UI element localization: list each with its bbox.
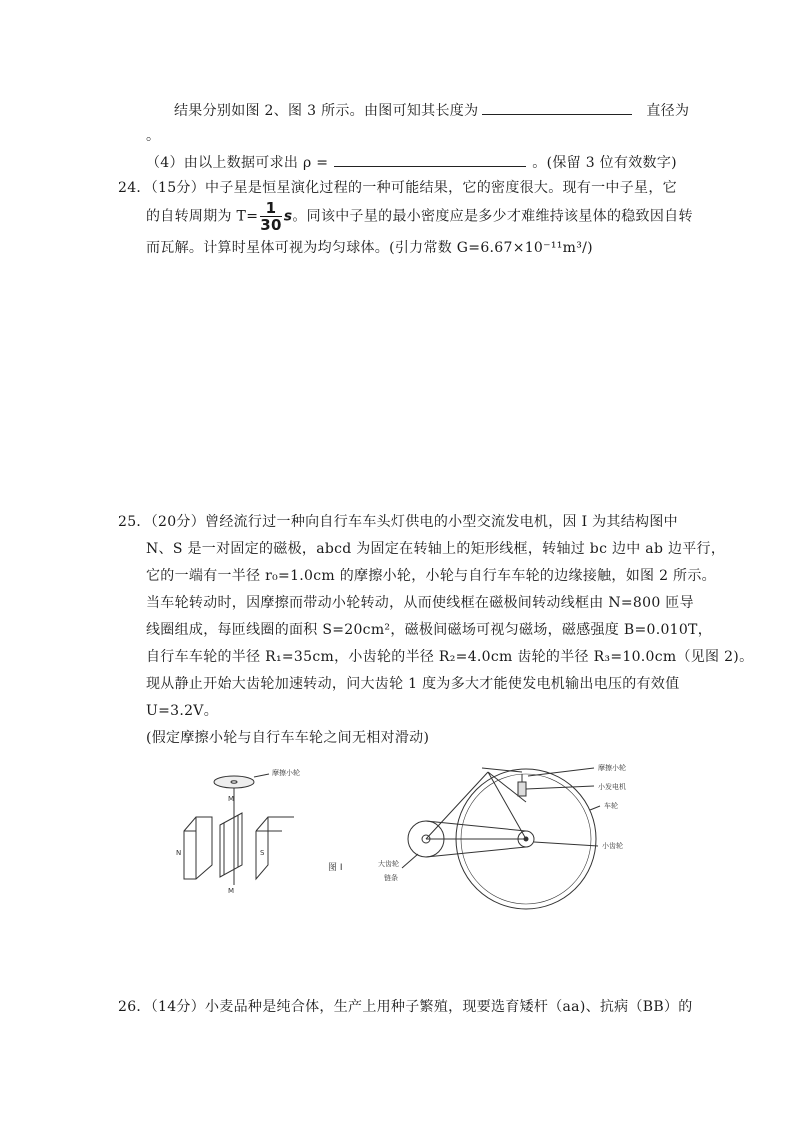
q25-line7: 现从静止开始大齿轮加速转动，问大齿轮 1 度为多大才能使发电机输出电压的有效值 bbox=[146, 676, 680, 692]
generator-structure-figure bbox=[176, 765, 304, 895]
q25-line9: (假定摩擦小轮与自行车车轮之间无相对滑动) bbox=[146, 730, 430, 746]
q24-line1-text: （15分）中子星是恒星演化过程的一种可能结果，它的密度很大。现有一中子星，它 bbox=[150, 180, 677, 196]
bicycle-figure bbox=[322, 762, 682, 912]
fig1-pole-s-label: S bbox=[260, 849, 265, 857]
fraction-denominator: 30 bbox=[260, 216, 282, 234]
q25-line6: 自行车车轮的半径 R₁=35cm，小齿轮的半径 R₂=4.0cm 齿轮的半径 R₃=10.0cm（见图 2)。 bbox=[146, 649, 754, 665]
q23-part4 bbox=[146, 152, 677, 173]
q24-line3: 而瓦解。计算时星体可视为均匀球体。(引力常数 G=6.67×10⁻¹¹m³/) bbox=[146, 240, 593, 256]
q24-line2 bbox=[146, 200, 693, 233]
small-generator bbox=[518, 782, 526, 796]
q23-line2: 。 bbox=[146, 128, 161, 144]
q25-line4: 当车轮转动时，因摩擦而带动小轮转动，从而使线框在磁极间转动线框由 N=800 匝导 bbox=[146, 595, 694, 611]
fig1-pole-n-label: N bbox=[176, 849, 182, 857]
fig2-caption: 图 I bbox=[328, 863, 343, 873]
friction-wheel-disc bbox=[214, 776, 254, 788]
q24-number: 24． bbox=[118, 180, 151, 196]
q23-line1-after: 直径为 bbox=[646, 103, 690, 119]
fraction-unit: s bbox=[283, 208, 293, 225]
q25-line3: 它的一端有一半径 r₀=1.0cm 的摩擦小轮，小轮与自行车车轮的边缘接触，如图 2 所示。 bbox=[146, 568, 716, 584]
fig2-small-gear-label: 小齿轮 bbox=[602, 842, 623, 850]
length-answer-blank[interactable] bbox=[482, 100, 632, 115]
q23-line1-text: 结果分别如图 2、图 3 所示。由图可知其长度为 bbox=[174, 103, 479, 119]
fig2-big-gear-label: 大齿轮 bbox=[378, 860, 399, 868]
q24-line1 bbox=[118, 178, 677, 198]
fig2-chain-label: 链条 bbox=[384, 874, 398, 882]
q26-line1 bbox=[118, 997, 693, 1017]
magnet-pole-s bbox=[256, 817, 294, 879]
fig1-axis-bottom-label: M bbox=[228, 887, 235, 895]
q25-line2: N、S 是一对固定的磁极，abcd 为固定在转轴上的矩形线框，转轴过 bc 边中 ab 边平行， bbox=[146, 541, 726, 557]
rho-answer-blank[interactable] bbox=[334, 152, 526, 167]
fig2-generator-label: 小发电机 bbox=[598, 783, 626, 791]
q26-number: 26． bbox=[118, 999, 151, 1015]
q26-line1-text: （14分）小麦品种是纯合体，生产上用种子繁殖，现要选育矮杆（aa)、抗病（BB）的 bbox=[150, 999, 693, 1015]
q23-line1 bbox=[174, 100, 689, 121]
q25-line1 bbox=[118, 512, 678, 532]
q23-part4-prefix: （4）由以上数据可求出 ρ = bbox=[146, 155, 329, 171]
fraction-numerator: 1 bbox=[260, 200, 281, 217]
q24-line2-prefix: 的自转周期为 T= bbox=[146, 208, 259, 225]
fig2-friction-wheel-label: 摩擦小轮 bbox=[598, 764, 626, 772]
q24-line2-suffix: 。同该中子星的最小密度应是多少才难维持该星体的稳致因自转 bbox=[292, 208, 693, 225]
q25-line1-text: （20分）曾经流行过一种向自行车车头灯供电的小型交流发电机，因 I 为其结构图中 bbox=[150, 514, 678, 530]
fig1-top-label: 摩擦小轮 bbox=[272, 769, 300, 777]
q25-line8: U=3.2V。 bbox=[146, 703, 219, 719]
fig1-axis-top-label: M bbox=[228, 795, 235, 803]
coil-frame bbox=[220, 813, 242, 877]
q23-part4-suffix: 。(保留 3 位有效数字) bbox=[532, 155, 677, 171]
period-fraction bbox=[260, 200, 281, 233]
magnet-pole-n bbox=[184, 817, 212, 879]
q25-line5: 线圈组成，每匝线圈的面积 S=20cm²，磁极间磁场可视匀磁场，磁感强度 B=0.010T， bbox=[146, 622, 712, 638]
fig2-wheel-label: 车轮 bbox=[604, 802, 618, 810]
q25-number: 25． bbox=[118, 514, 151, 530]
